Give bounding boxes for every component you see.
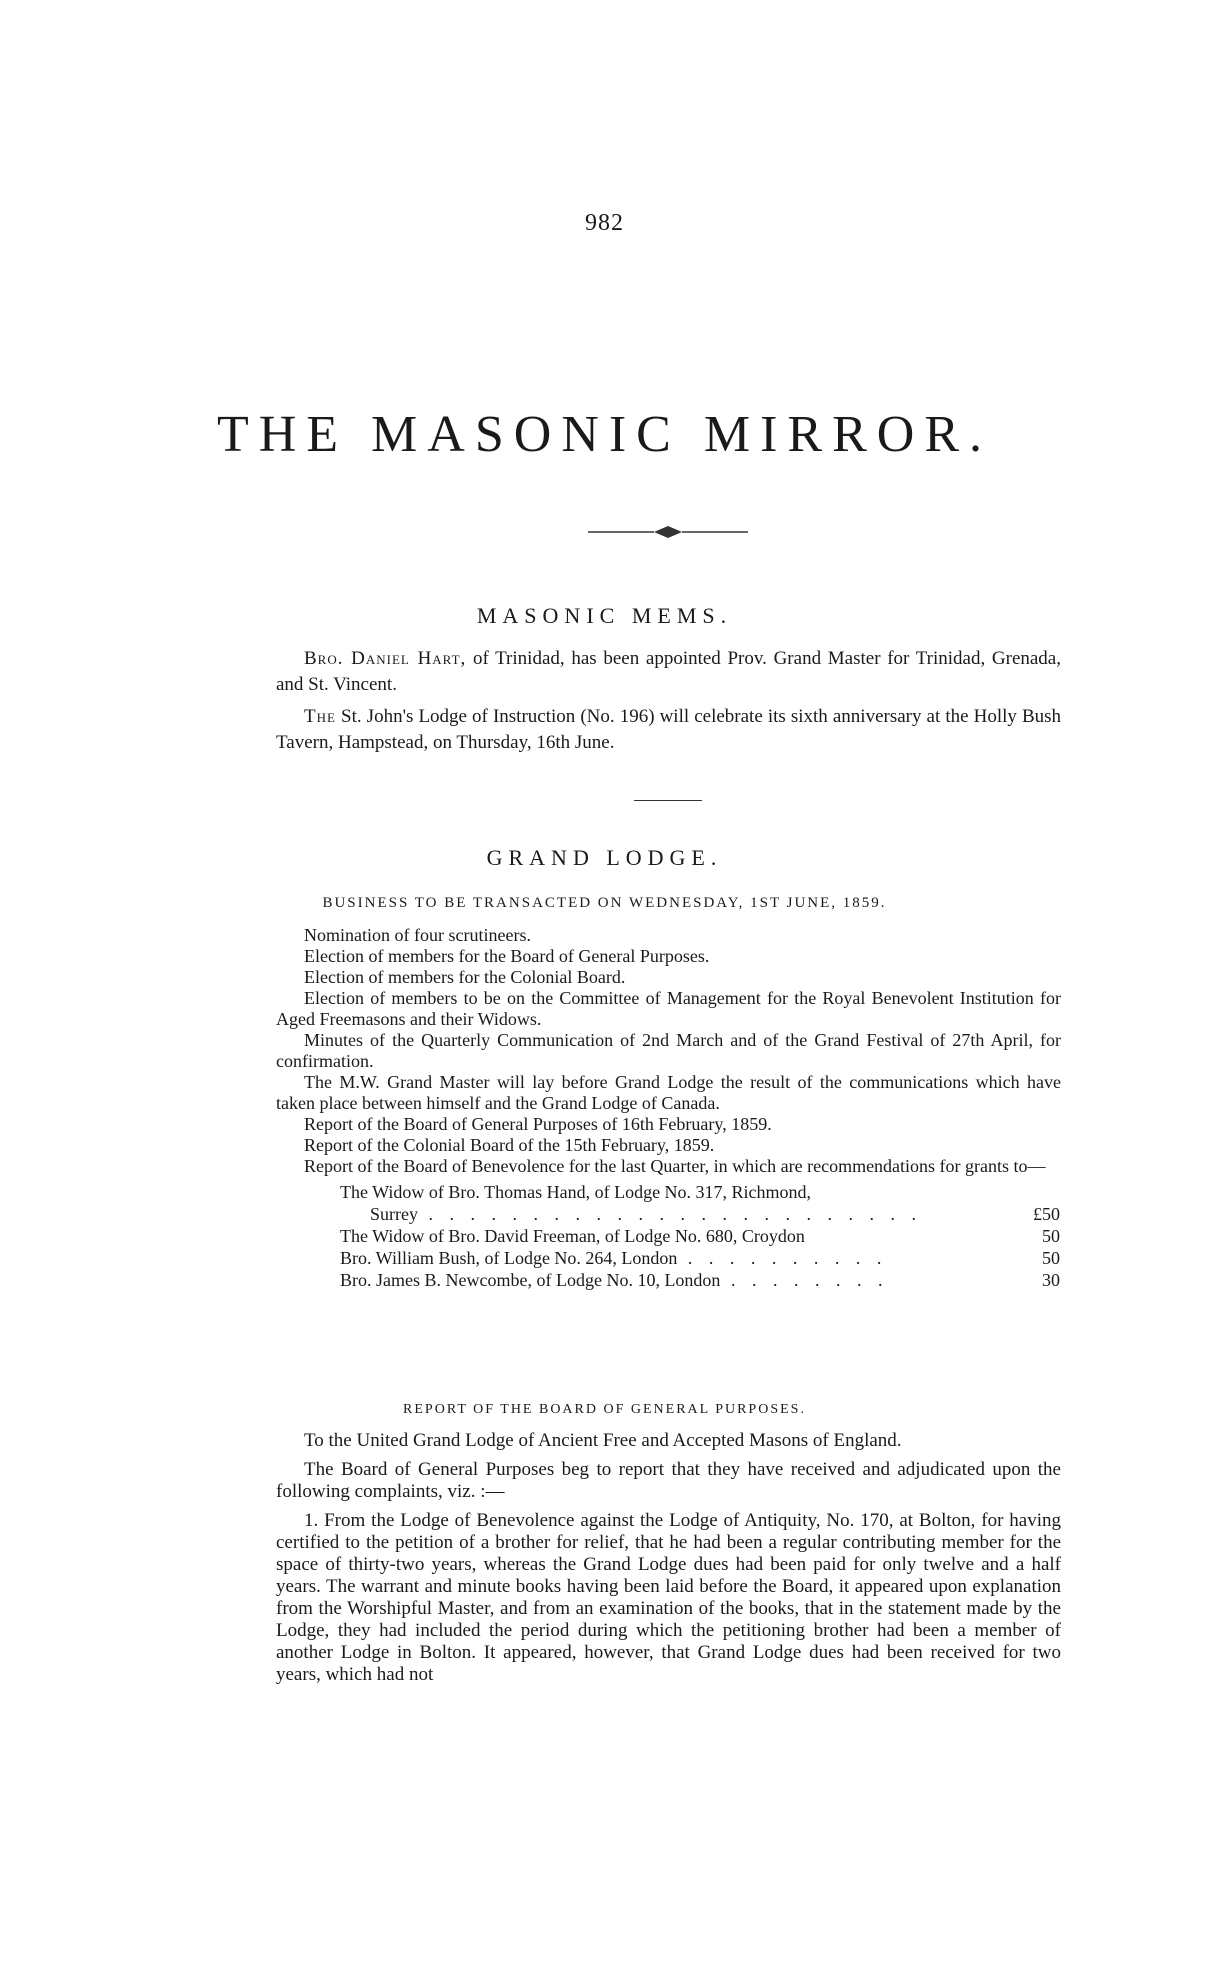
report-heading: REPORT OF THE BOARD OF GENERAL PURPOSES. <box>403 1402 806 1417</box>
grant-label <box>340 1269 1008 1291</box>
agenda-item: Nomination of four scrutineers. <box>304 925 531 945</box>
leader-dots: . . . . . . . . <box>720 1270 889 1290</box>
agenda-item: Minutes of the Quarterly Communication of 2nd March and of the Grand Festival of 27th April, for confirmation. <box>276 1030 1061 1071</box>
grant-amount: 50 <box>1042 1226 1060 1246</box>
grant-amount: 30 <box>1042 1270 1060 1290</box>
mem-lead: Bro. Daniel Hart, <box>304 648 467 669</box>
masonic-mems-body <box>276 646 1061 762</box>
grant-amount: £50 <box>1033 1204 1060 1224</box>
grant-row <box>340 1181 1060 1203</box>
report-body <box>276 1430 1061 1693</box>
masthead-title: THE MASONIC MIRROR. <box>216 406 993 463</box>
mem-paragraph <box>276 646 1061 698</box>
page-number: 982 <box>585 210 624 236</box>
report-address: To the United Grand Lodge of Ancient Free and Accepted Masons of England. <box>304 1430 902 1451</box>
agenda-item: Report of the Board of Benevolence for the last Quarter, in which are recommendations for grants to— <box>304 1156 1046 1176</box>
leader-dots: . . . . . . . . . . <box>677 1248 888 1268</box>
grant-row <box>340 1225 1060 1247</box>
mem-paragraph <box>276 704 1061 756</box>
mem-text: of Trinidad, has been appointed Prov. Grand Master for Trinidad, Grenada, and St. Vincent. <box>276 648 1061 695</box>
agenda-item: Report of the Board of General Purposes of 16th February, 1859. <box>304 1114 772 1134</box>
masonic-mems-heading: MASONIC MEMS. <box>476 603 733 628</box>
leader-dots: . . . . . . . . . . . . . . . . . . . . . . . . <box>418 1204 922 1224</box>
grant-label-text: Bro. James B. Newcombe, of Lodge No. 10, London <box>340 1270 721 1290</box>
grant-amount: 50 <box>1042 1248 1060 1268</box>
grant-row <box>340 1247 1060 1269</box>
agenda-item: The M.W. Grand Master will lay before Grand Lodge the result of the communications which have taken place between himself and the Grand Lodge of Canada. <box>276 1072 1061 1113</box>
mem-lead: The <box>304 706 336 727</box>
report-intro: The Board of General Purposes beg to report that they have received and adjudicated upon the following complaints, viz. :— <box>276 1459 1061 1502</box>
grant-label: The Widow of Bro. Thomas Hand, of Lodge No. 317, Richmond, <box>340 1182 812 1202</box>
agenda-item: Election of members for the Board of General Purposes. <box>304 946 710 966</box>
business-line: BUSINESS TO BE TRANSACTED ON WEDNESDAY, 1ST JUNE, 1859. <box>322 895 887 911</box>
grant-label <box>340 1247 1008 1269</box>
grant-label: The Widow of Bro. David Freeman, of Lodge No. 680, Croydon <box>340 1226 805 1246</box>
grand-lodge-heading: GRAND LODGE. <box>486 845 723 870</box>
grant-label-text: Surrey <box>370 1204 418 1224</box>
grant-label-text: Bro. William Bush, of Lodge No. 264, London <box>340 1248 678 1268</box>
mem-text: St. John's Lodge of Instruction (No. 196) will celebrate its sixth anniversary at the Holly Bush Tavern, Hampstead, on Thursday, 16th June. <box>276 706 1062 753</box>
report-point: 1. From the Lodge of Benevolence against the Lodge of Antiquity, No. 170, at Bolton, for having certified to the petition of a brother for relief, that he had been a regular contributing member for the space of thirty-two years, whereas the Grand Lodge dues had been paid for only twelve and a half years. The warrant and minute books having been laid before the Board, it appeared upon explanation from the Worshipful Master, and from an examination of the books, that in the statement made by the Lodge, they had included the period during which the petitioning brother had been a member of another Lodge in Bolton. It appeared, however, that Grand Lodge dues had been received for two years, which had not <box>276 1510 1061 1685</box>
agenda-list <box>276 925 1061 1291</box>
grant-row <box>340 1269 1060 1291</box>
ornament-divider-icon <box>588 522 748 542</box>
grants-list <box>340 1181 1060 1291</box>
grant-label <box>340 1203 1008 1225</box>
agenda-item: Report of the Colonial Board of the 15th February, 1859. <box>304 1135 715 1155</box>
grant-row <box>340 1203 1060 1225</box>
agenda-item: Election of members for the Colonial Board. <box>304 967 626 987</box>
section-divider <box>634 800 702 801</box>
agenda-item: Election of members to be on the Committee of Management for the Royal Benevolent Institution for Aged Freemasons and their Widows. <box>276 988 1061 1029</box>
